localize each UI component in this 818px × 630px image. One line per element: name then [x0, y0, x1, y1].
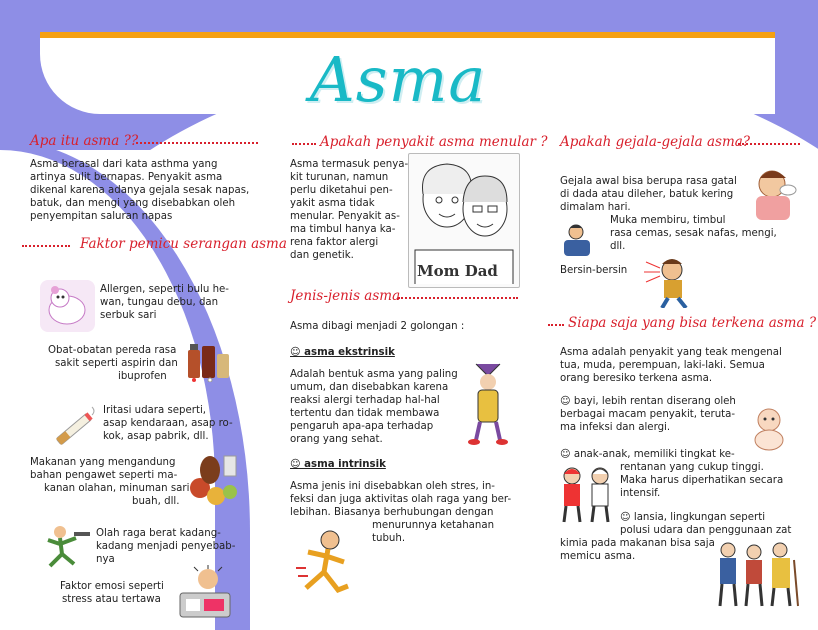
jenis-intro: Asma dibagi menjadi 2 golongan : [290, 321, 465, 332]
paragraph-line: Asma berasal dari kata asthma yang [30, 159, 218, 170]
dotted-divider [398, 297, 518, 299]
paragraph-line: perlu diketahui pen- [290, 185, 393, 196]
exercise-icon [40, 522, 92, 570]
heading-apa-itu-asma: Apa itu asma ?? [30, 133, 139, 149]
paragraph-line: berbagai macam penyakit, teruta- [560, 409, 736, 420]
factor-line: kok, asap pabrik, dll. [103, 431, 209, 442]
paragraph-line: orang beresiko terkena asma. [560, 373, 713, 384]
paragraph-line: polusi udara dan penggunaan zat [620, 525, 792, 536]
paragraph-line: Asma termasuk penya- [290, 159, 409, 170]
paragraph-line: penyempitan saluran napas [30, 211, 173, 222]
factor-line: Faktor emosi seperti [60, 581, 164, 592]
dotted-divider [136, 142, 258, 144]
factor-line: sakit seperti aspirin dan [55, 358, 178, 369]
dotted-divider [548, 324, 564, 326]
paragraph-line: tua, muda, perempuan, laki-laki. Semua [560, 360, 765, 371]
heading-faktor-pemicu: Faktor pemicu serangan asma [80, 236, 287, 252]
paragraph-line: tertentu dan tidak membawa [290, 408, 440, 419]
paragraph-line: reaksi alergi terhadap hal-hal [290, 395, 440, 406]
factor-line: Makanan yang mengandung [30, 457, 176, 468]
factor-line: Obat-obatan pereda rasa [48, 345, 177, 356]
food-icon [186, 448, 241, 508]
factor-line: nya [96, 554, 115, 565]
paragraph-line: umum, dan disebabkan karena [290, 382, 449, 393]
heading-menular: Apakah penyakit asma menular ? [320, 134, 548, 150]
dotted-divider [22, 245, 70, 247]
paragraph-line: Muka membiru, timbul [610, 215, 726, 226]
paragraph-line: ☺ bayi, lebih rentan diserang oleh [560, 396, 736, 407]
paragraph-line: dan genetik. [290, 250, 354, 261]
paragraph-line: rasa cemas, sesak nafas, mengi, [610, 228, 777, 239]
paragraph-line: kimia pada makanan bisa saja [560, 538, 715, 549]
page-title: Asma [310, 43, 487, 116]
sick-person-icon [560, 222, 600, 258]
dotted-divider [738, 143, 800, 145]
paragraph-line: Gejala awal bisa berupa rasa gatal [560, 176, 737, 187]
paragraph-line: rena faktor alergi [290, 237, 379, 248]
cigarette-icon [48, 405, 100, 450]
factor-line: buah, dll. [132, 496, 180, 507]
mom-dad-caricature-image [408, 153, 520, 288]
paragraph-line: memicu asma. [560, 551, 636, 562]
heading-siapa: Siapa saja yang bisa terkena asma ? [568, 315, 817, 331]
paragraph-line: dimalam hari. [560, 202, 631, 213]
baby-icon [748, 406, 790, 452]
factor-line: stress atau tertawa [62, 594, 161, 605]
paragraph-line: menular. Penyakit as- [290, 211, 400, 222]
paragraph-line: batuk, dan mengi yang disebabkan oleh [30, 198, 236, 209]
paragraph-line: kit turunan, namun [290, 172, 389, 183]
factor-line: wan, tungau debu, dan [100, 297, 219, 308]
dotted-divider [292, 143, 316, 145]
paragraph-line: yakit asma tidak [290, 198, 375, 209]
factor-line: kanan olahan, minuman sari [44, 483, 190, 494]
bersin-label: Bersin-bersin [560, 265, 628, 276]
paragraph-line: feksi dan juga aktivitas olah raga yang ber- [290, 494, 512, 505]
paragraph-line: dikenal karena adanya gejala sesak napas, [30, 185, 250, 196]
paragraph-line: lebihan. Biasanya berhubungan dengan [290, 507, 494, 518]
paragraph-line: orang yang sehat. [290, 434, 383, 445]
cat-icon [40, 280, 95, 332]
factor-line: serbuk sari [100, 310, 157, 321]
factor-line: ibuprofen [118, 371, 167, 382]
intrinsik-label: ☺ asma intrinsik [290, 459, 386, 470]
paragraph-line: pengaruh apa-apa terhadap [290, 421, 434, 432]
paragraph-line: Maka harus diperhatikan secara [620, 475, 784, 486]
children-icon [556, 464, 618, 524]
paragraph-line: menurunnya ketahanan [372, 520, 495, 531]
paragraph-line: ☺ anak-anak, memiliki tingkat ke- [560, 449, 735, 460]
paragraph-line: Adalah bentuk asma yang paling [290, 369, 458, 380]
factor-line: Olah raga berat kadang- [96, 528, 221, 539]
paragraph-line: ma timbul hanya ka- [290, 224, 396, 235]
factor-line: kadang menjadi penyebab- [96, 541, 236, 552]
paragraph-line: dll. [610, 241, 626, 252]
heading-jenis-asma: Jenis-jenis asma [290, 288, 401, 304]
factor-line: Iritasi udara seperti, [103, 405, 207, 416]
stressed-person-icon [174, 565, 236, 620]
paragraph-line: ☺ lansia, lingkungan seperti [620, 512, 766, 523]
paragraph-line: di dada atau dileher, batuk kering [560, 189, 734, 200]
paragraph-line: tubuh. [372, 533, 406, 544]
medicine-bottles-icon [186, 340, 232, 382]
running-person-icon [294, 528, 356, 600]
paragraph-line: Asma jenis ini disebabkan oleh stres, in- [290, 481, 495, 492]
mom-dad-label: Mom Dad [417, 262, 498, 280]
elderly-people-icon [714, 540, 806, 610]
heading-gejala: Apakah gejala-gejala asma? [560, 134, 751, 150]
factor-line: Allergen, seperti bulu he- [100, 284, 229, 295]
sneezing-person-icon [636, 258, 698, 308]
factor-line: bahan pengawet seperti ma- [30, 470, 178, 481]
paragraph-line: Asma adalah penyakit yang teak mengenal [560, 347, 782, 358]
coughing-person-icon [748, 166, 802, 221]
paragraph-line: artinya sulit bernapas. Penyakit asma [30, 172, 223, 183]
paragraph-line: ma infeksi dan alergi. [560, 422, 671, 433]
paragraph-line: rentanan yang cukup tinggi. [620, 462, 764, 473]
clown-icon [462, 360, 512, 445]
ekstrinsik-label: ☺ asma ekstrinsik [290, 347, 395, 358]
paragraph-line: intensif. [620, 488, 661, 499]
factor-line: asap kendaraan, asap ro- [103, 418, 233, 429]
